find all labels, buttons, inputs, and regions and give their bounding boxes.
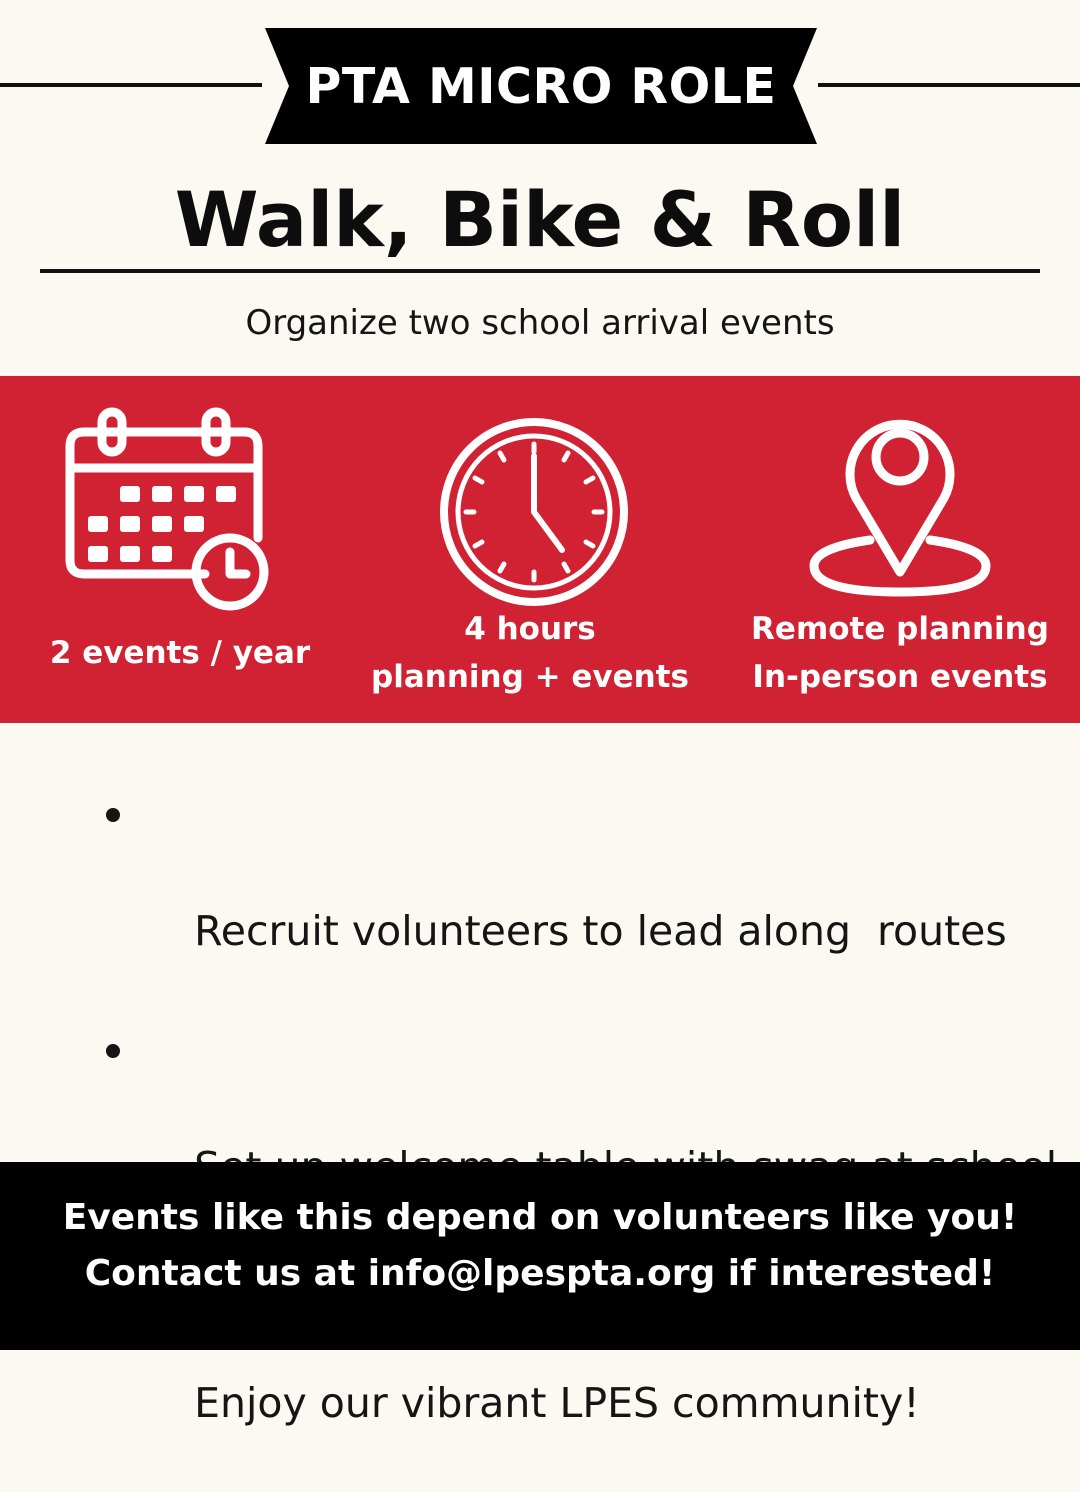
stat-location-line-1: Remote planning <box>751 611 1049 647</box>
location-pin-icon <box>808 402 992 618</box>
stat-time-line-2: planning + events <box>371 659 689 695</box>
stat-location <box>720 605 1080 701</box>
bullet-dot-icon <box>106 1044 120 1058</box>
stat-frequency <box>20 629 340 677</box>
stat-time <box>360 605 700 701</box>
bullet-dot-icon <box>106 808 120 822</box>
footer-contact-line: Contact us at info@lpespta.org if interested! <box>84 1253 996 1294</box>
clock-icon <box>438 416 630 608</box>
task-list <box>104 784 1064 1492</box>
title-underline <box>40 269 1040 273</box>
stats-band <box>0 376 1080 723</box>
banner-label: PTA MICRO ROLE <box>305 57 777 115</box>
stat-frequency-line: 2 events / year <box>49 635 311 671</box>
stat-location-line-2: In-person events <box>752 659 1048 695</box>
calendar-clock-icon <box>60 406 272 612</box>
footer-line-1: Events like this depend on volunteers like you! <box>62 1197 1018 1238</box>
page-subtitle: Organize two school arrival events <box>245 303 835 343</box>
stat-time-line-1: 4 hours <box>464 611 596 647</box>
footer-callout <box>0 1162 1080 1350</box>
list-item <box>104 784 1064 1020</box>
banner-rule-right <box>818 83 1080 87</box>
banner-rule-left <box>0 83 262 87</box>
role-banner <box>265 28 817 144</box>
list-item-text: Recruit volunteers to lead along routes <box>194 907 1007 955</box>
list-item-text: Enjoy our vibrant LPES community! <box>194 1379 920 1427</box>
page-title: Walk, Bike & Roll <box>174 175 906 264</box>
